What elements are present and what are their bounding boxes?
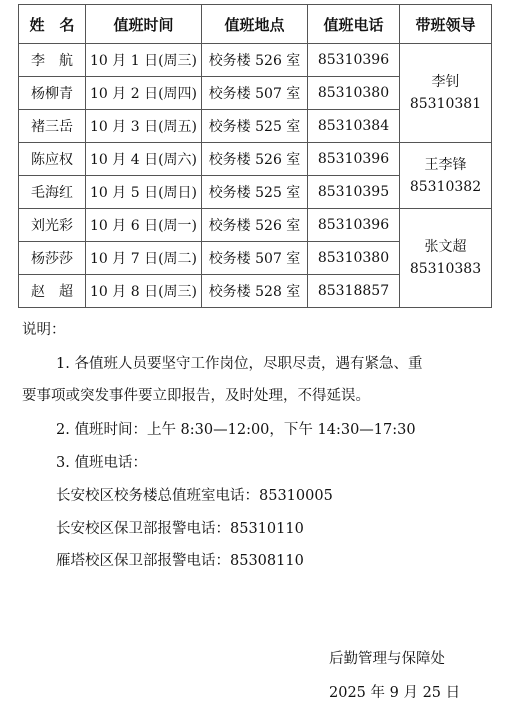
table-header-row [19, 5, 492, 44]
note-phone-1: 长安校区校务楼总值班室电话：85310005 [56, 488, 333, 504]
leader-name: 李钊 [431, 74, 460, 90]
duty-date: 10 月 7 日(周二) [86, 242, 202, 275]
header-place: 值班地点 [202, 5, 308, 44]
duty-name: 杨柳青 [19, 77, 86, 110]
duty-phone: 85310380 [308, 242, 400, 275]
duty-date: 10 月 6 日(周一) [86, 209, 202, 242]
leader-phone: 85310382 [409, 178, 482, 195]
leader-cell [400, 44, 492, 143]
duty-phone: 85310384 [308, 110, 400, 143]
leader-cell [400, 209, 492, 308]
notes-title: 说明： [22, 322, 66, 338]
duty-phone: 85318857 [308, 275, 400, 308]
duty-name: 李 航 [19, 44, 86, 77]
duty-date: 10 月 2 日(周四) [86, 77, 202, 110]
duty-name: 褚三岳 [19, 110, 86, 143]
duty-place: 校务楼 526 室 [202, 44, 308, 77]
duty-place: 校务楼 525 室 [202, 176, 308, 209]
duty-date: 10 月 1 日(周三) [86, 44, 202, 77]
leader-name: 张文超 [424, 239, 467, 255]
table-row [19, 143, 492, 176]
duty-place: 校务楼 526 室 [202, 209, 308, 242]
duty-place: 校务楼 525 室 [202, 110, 308, 143]
duty-name: 杨莎莎 [19, 242, 86, 275]
duty-place: 校务楼 528 室 [202, 275, 308, 308]
leader-name: 王李锋 [424, 156, 467, 173]
note-phone-3: 雁塔校区保卫部报警电话：85308110 [56, 553, 304, 569]
duty-date: 10 月 8 日(周三) [86, 275, 202, 308]
note-item-1-line-1: 1. 各值班人员要坚守工作岗位，尽职尽责，遇有紧急、重 [56, 356, 423, 372]
leader-phone: 85310381 [409, 96, 482, 112]
note-item-2: 2. 值班时间：上午 8:30—12:00，下午 14:30—17:30 [56, 422, 416, 438]
duty-phone: 85310396 [308, 143, 400, 176]
duty-schedule-table [18, 4, 492, 308]
duty-date: 10 月 3 日(周五) [86, 110, 202, 143]
duty-place: 校务楼 507 室 [202, 242, 308, 275]
leader-phone: 85310383 [409, 261, 482, 277]
duty-place: 校务楼 526 室 [202, 143, 308, 176]
table-row [19, 44, 492, 77]
note-item-1-line-2: 要事项或突发事件要立即报告，及时处理，不得延误。 [22, 388, 370, 404]
leader-cell [400, 143, 492, 209]
duty-date: 10 月 5 日(周日) [86, 176, 202, 209]
duty-name: 赵 超 [19, 275, 86, 308]
duty-place: 校务楼 507 室 [202, 77, 308, 110]
duty-phone: 85310380 [308, 77, 400, 110]
header-leader: 带班领导 [400, 5, 492, 44]
signature-department: 后勤管理与保障处 [329, 651, 445, 667]
duty-phone: 85310396 [308, 44, 400, 77]
table-row [19, 209, 492, 242]
duty-date: 10 月 4 日(周六) [86, 143, 202, 176]
duty-name: 刘光彩 [19, 209, 86, 242]
duty-name: 陈应权 [19, 143, 86, 176]
duty-name: 毛海红 [19, 176, 86, 209]
duty-phone: 85310395 [308, 176, 400, 209]
header-phone: 值班电话 [308, 5, 400, 44]
header-name: 姓 名 [19, 5, 86, 44]
signature-date: 2025 年 9 月 25 日 [329, 685, 461, 701]
duty-phone: 85310396 [308, 209, 400, 242]
note-item-3: 3. 值班电话： [56, 455, 147, 471]
note-phone-2: 长安校区保卫部报警电话：85310110 [56, 521, 304, 537]
header-date: 值班时间 [86, 5, 202, 44]
